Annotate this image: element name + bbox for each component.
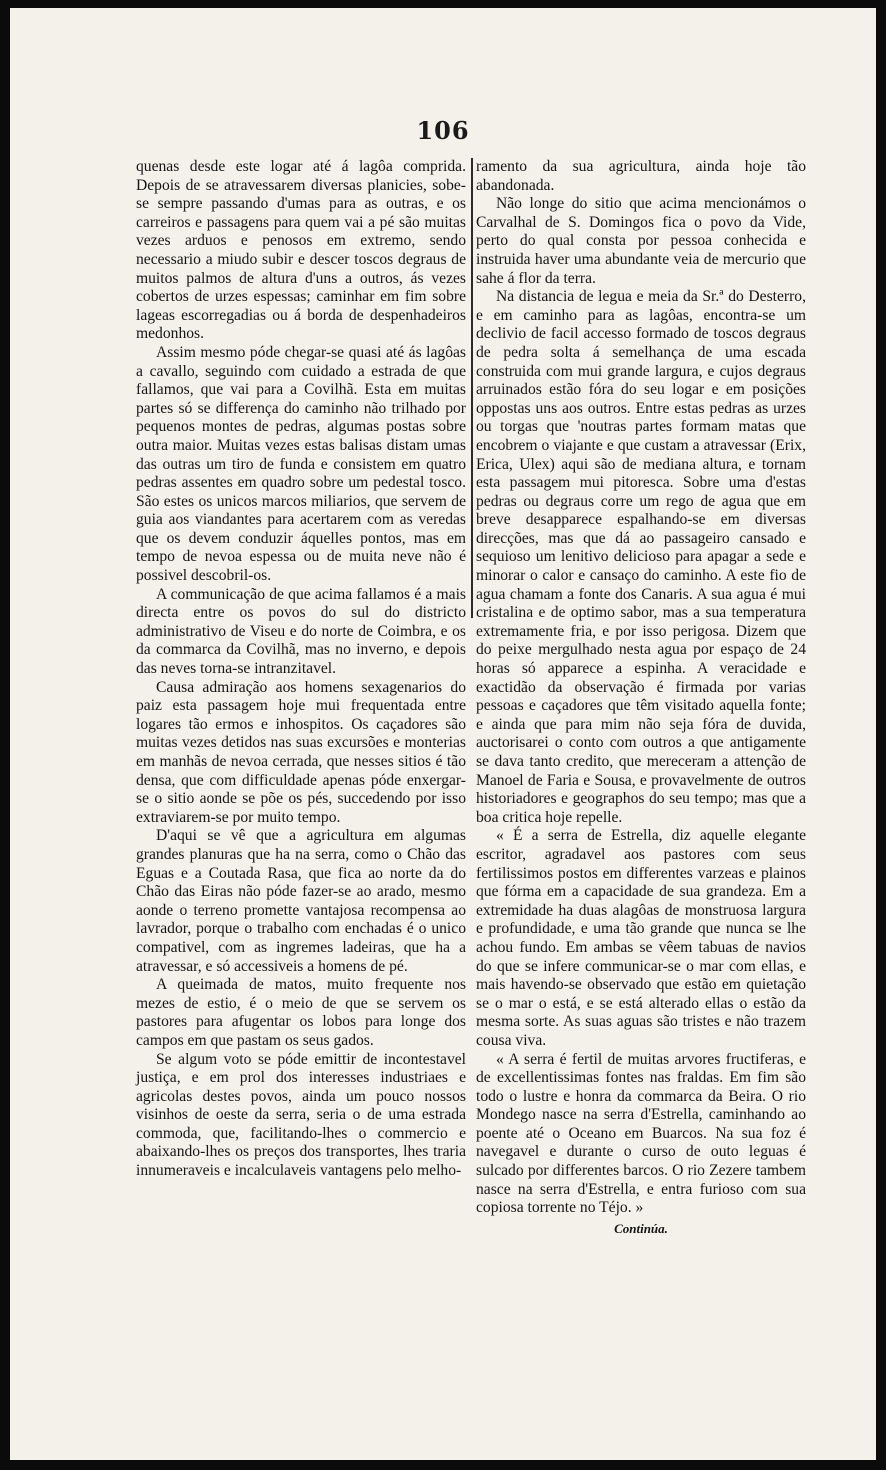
paragraph: A communicação de que acima fallamos é a mais directa entre os povos do sul do districto administrativo de Viseu e do norte de Coimbra, e os da commarca da Covilhã, mas no inverno, e depois das neves torna-se intranzitavel.: [136, 585, 466, 678]
column-divider: [471, 158, 473, 618]
page-number: 106: [416, 116, 470, 145]
paragraph: Assim mesmo póde chegar-se quasi até ás lagôas a cavallo, seguindo com cuidado a estrada de que fallamos, que vai para a Covilhã. Esta em muitas partes só se differença do caminho não trilhado por pequenos montes de pedras, algumas postas sobre outra maior. Muitas vezes estas balisas distam umas das outras um tiro de funda e consistem em quatro pedras assentes em quadro sobre um pedestal tosco. São estes os unicos marcos miliarios, que servem de guia aos viandantes para acertarem com as veredas que os devem conduzir áquelles pontos, mas em tempo de nevoa espessa ou de muita neve não é possivel descobril-os.: [136, 343, 466, 585]
paragraph: D'aqui se vê que a agricultura em algumas grandes planuras que ha na serra, como o Chão das Eguas e a Coutada Rasa, que fica ao norte da do Chão das Eiras não póde fazer-se ao arado, mesmo aonde o terreno promette vantajosa recompensa ao lavrador, porque o trabalho com enchadas é o unico compativel, com as ingremes ladeiras, que ha a atravessar, e só accessiveis a homens de pé.: [136, 827, 466, 975]
paragraph: A queimada de matos, muito frequente nos mezes de estio, é o meio de que se servem os pastores para afugentar os lobos para longe dos campos em que pastam os seus gados.: [136, 976, 466, 1049]
paragraph: « É a serra de Estrella, diz aquelle elegante escritor, agradavel aos pastores com seus fertilissimos postos em differentes varzeas e plainos que fórma em a capacidade de sua grandeza. Em a extremidade ha duas alagôas de monstruosa largura e profundidade, e uma tão grande que nunca se lhe achou fundo. Em ambas se vêem tabuas de navios do que se infere communicar-se o mar com ellas, e mais havendo-se observado que estão em quietação se o mar o está, e se está alterado ellas o estão da mesma sorte. As suas aguas são tristes e não trazem cousa viva.: [476, 827, 806, 1049]
continuation-note: Continúa.: [614, 1220, 668, 1236]
paragraph: « A serra é fertil de muitas arvores fructiferas, e de excellentissimas fontes nas fraldas. Em fim são todo o lustre e honra da commarca da Beira. O rio Mondego nasce na serra d'Estrella, caminhando ao poente até o Oceano em Buarcos. Na sua foz é navegavel e durante o curso de outo leguas é sulcado por differentes barcos. O rio Zezere tambem nasce na serra d'Estrella, e entra furioso com sua copiosa torrente no Téjo. »: [476, 1050, 806, 1217]
document-page: [10, 8, 876, 1460]
paragraph: ramento da sua agricultura, ainda hoje tão abandonada.: [476, 158, 806, 194]
left-column: [136, 158, 466, 1181]
paragraph: quenas desde este logar até á lagôa comprida. Depois de se atravessarem diversas planicies, sobe-se sempre passando d'umas para as outras, e os carreiros e passagens para quem vai a pé são muitas vezes arduos e penosos em extremo, sendo necessario a miudo subir e descer toscos degraus de muitos palmos de altura d'uns a outros, ás vezes cobertos de urzes espessas; caminhar em fim sobre lageas escorregadias ou á borda de despenhadeiros medonhos.: [136, 158, 466, 343]
paragraph: Não longe do sitio que acima mencionámos o Carvalhal de S. Domingos fica o povo da Vide, perto do qual consta por pessoa conhecida e instruida haver uma abundante veia de mercurio que sahe á flor da terra.: [476, 195, 806, 287]
right-column: [476, 158, 806, 1238]
paragraph: Causa admiração aos homens sexagenarios do paiz esta passagem hoje mui frequentada entre logares tão ermos e inhospitos. Os caçadores são muitas vezes detidos nas suas excursões e monterias em manhãs de nevoa cerrada, que nesses sitios é tão densa, que com difficuldade apenas póde enxergar-se o sitio aonde se põe os pés, succedendo por isso extraviarem-se por muito tempo.: [136, 678, 466, 826]
paragraph: Se algum voto se póde emittir de incontestavel justiça, e em prol dos interesses industriaes e agricolas destes povos, ainda um pouco nossos visinhos de oeste da serra, seria o de uma estrada commoda, que, facilitando-lhes o commercio e abaixando-lhes os preços dos transportes, lhes traria innumeraveis e incalculaveis vantagens pelo melho-: [136, 1050, 466, 1180]
paragraph: Na distancia de legua e meia da Sr.ª do Desterro, e em caminho para as lagôas, encontra-se um declivio de facil accesso formado de toscos degraus de pedra solta á semelhança de uma escada construida com mui grande largura, e cujos degraus arruinados estão fóra do seu logar e em posições oppostas uns aos outros. Entre estas pedras as urzes ou torgas que 'noutras partes formam matas que encobrem o viajante e que custam a atravessar (Erix, Erica, Ulex) aqui são de mediana altura, e tornam esta passagem mui pitoresca. Sobre uma d'estas pedras ou degraus corre um rego de agua que em breve desapparece espalhando-se em diversas direcções, mas que dá ao passageiro cansado e sequioso um lenitivo delicioso para apagar a sede e minorar o calor e cansaço do caminho. A este fio de agua chamam a fonte dos Canaris. A sua agua é mui cristalina e de optimo sabor, mas a sua temperatura extremamente fria, e por isso perigosa. Dizem que do peixe mergulhado nesta agua por espaço de 24 horas só apparece a espinha. A veracidade e exactidão da observação é firmada por varias pessoas e caçadores que têm visitado aquella fonte; e ainda que para mim não seja fóra de duvida, auctorisarei o conto com outros a que antigamente se dava tanto credito, que mereceram a attenção de Manoel de Faria e Sousa, e provavelmente de outros historiadores e geographos do seu tempo; mas que a boa critica hoje repelle.: [476, 288, 806, 826]
